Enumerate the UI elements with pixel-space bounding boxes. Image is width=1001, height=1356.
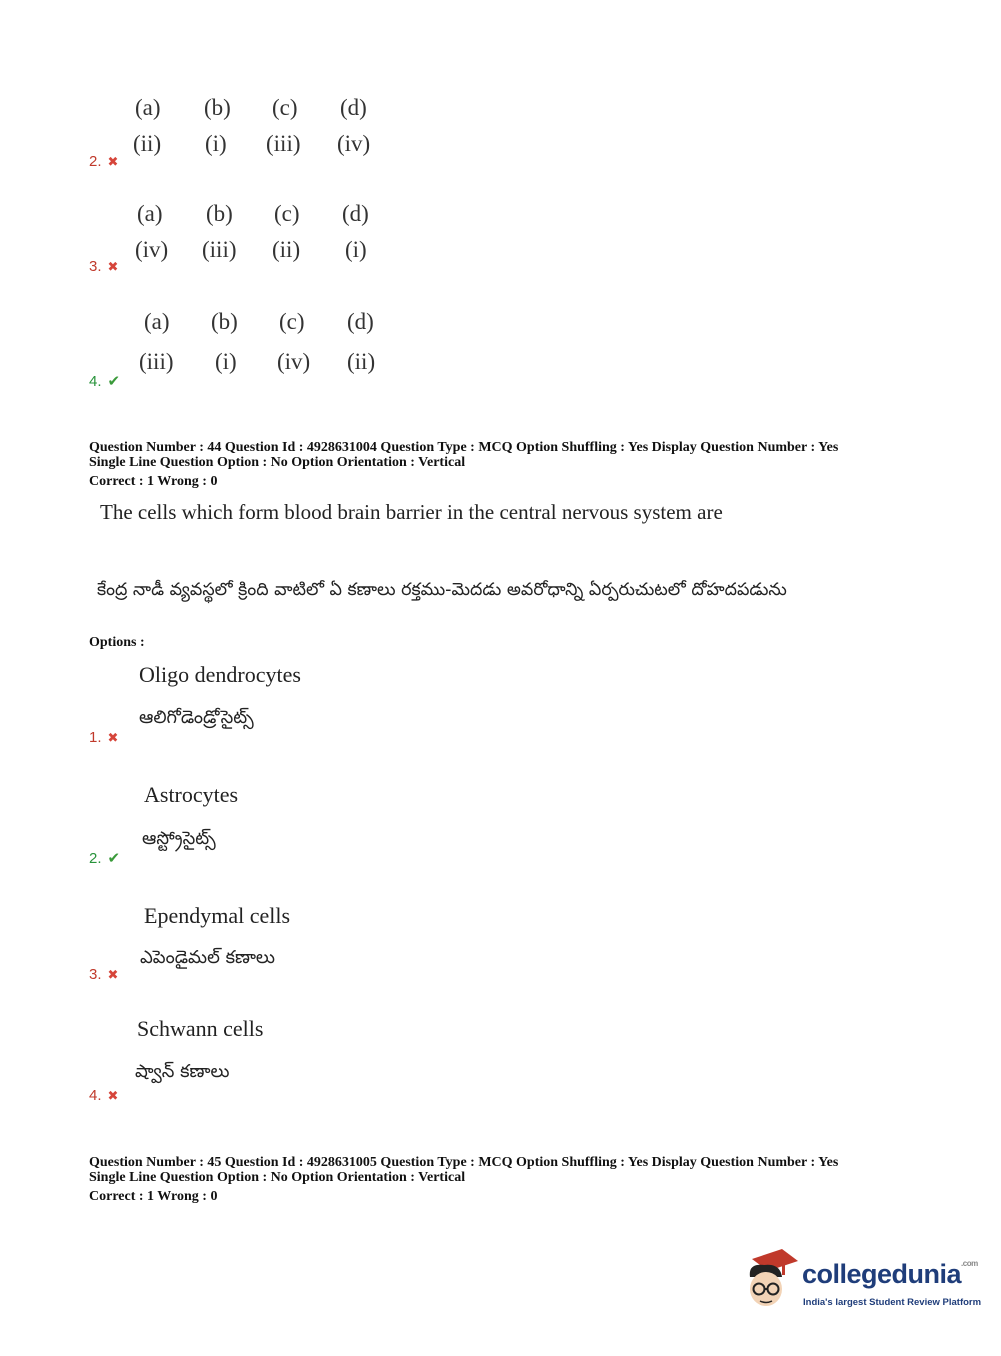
grid-cell: (iii) [139, 349, 174, 374]
mascot-icon [740, 1247, 800, 1317]
question-text-english: The cells which form blood brain barrier in the central nervous system are [100, 500, 723, 524]
option-number [89, 1087, 118, 1104]
grid-cell: (iv) [277, 349, 311, 374]
grid-cell: (b) [204, 95, 231, 120]
grid-cell: (c) [272, 95, 298, 120]
grid-cell: (i) [205, 131, 227, 156]
question-meta-line: Single Line Question Option : No Option Orientation : Vertical [89, 455, 466, 470]
option-number-label: 4. [89, 373, 102, 390]
grid-cell: (a) [137, 201, 163, 226]
grid-cell: (i) [345, 237, 367, 262]
option-text-english: Oligo dendrocytes [139, 662, 301, 687]
grid-cell: (d) [342, 201, 369, 226]
question-meta-line: Single Line Question Option : No Option Orientation : Vertical [89, 1170, 466, 1185]
grid-cell: (a) [135, 95, 161, 120]
cross-icon: ✖ [107, 730, 119, 745]
grid-cell: (iii) [202, 237, 237, 262]
grid-cell: (i) [215, 349, 237, 374]
grid-cell: (iv) [135, 237, 169, 262]
grid-cell: (a) [144, 309, 170, 334]
option-text-telugu: ష్వాన్ కణాలు [135, 1061, 230, 1082]
option-number-label: 1. [89, 729, 102, 746]
option-number-label: 3. [89, 258, 102, 275]
grid-cell: (b) [211, 309, 238, 334]
grid-cell: (ii) [347, 349, 376, 374]
option-number [89, 153, 118, 170]
option-text-telugu: ఆస్ట్రోసైట్స్ [142, 828, 216, 849]
grid-cell: (d) [347, 309, 374, 334]
option-number [89, 966, 118, 983]
cross-icon: ✖ [107, 259, 119, 274]
grid-cell: (c) [279, 309, 305, 334]
option-number [89, 372, 120, 390]
grid-cell: (ii) [272, 237, 301, 262]
grid-cell: (iv) [337, 131, 371, 156]
collegedunia-logo [740, 1245, 980, 1320]
grid-cell: (ii) [133, 131, 162, 156]
grid-cell: (d) [340, 95, 367, 120]
question-meta-line: Question Number : 45 Question Id : 4928631005 Question Type : MCQ Option Shuffling : Yes Display Question Number : Yes [89, 1155, 839, 1170]
option-number [89, 258, 118, 275]
question-marks: Correct : 1 Wrong : 0 [89, 1189, 218, 1204]
option-number [89, 729, 118, 746]
cross-icon: ✖ [107, 154, 119, 169]
option-text-english: Ependymal cells [144, 903, 291, 928]
option-number-label: 2. [89, 850, 102, 867]
cross-icon: ✖ [107, 967, 119, 982]
option-text-english: Schwann cells [137, 1016, 264, 1041]
check-icon: ✔ [107, 373, 121, 390]
brand-name [802, 1259, 978, 1290]
question-meta-line: Question Number : 44 Question Id : 4928631004 Question Type : MCQ Option Shuffling : Yes Display Question Number : Yes [89, 440, 839, 455]
question-marks: Correct : 1 Wrong : 0 [89, 474, 218, 489]
cross-icon: ✖ [107, 1088, 119, 1103]
brand-name-text: collegedunia [802, 1259, 962, 1289]
grid-cell: (c) [274, 201, 300, 226]
options-label: Options : [89, 635, 145, 650]
option-text-english: Astrocytes [144, 782, 239, 807]
option-text-telugu: ఆలిగోడెండ్రోసైట్స్ [139, 707, 254, 728]
question-text-telugu: కేంద్ర నాడీ వ్యవస్థలో క్రింది వాటిలో ఏ కణాలు రక్తము-మెదడు అవరోధాన్ని ఏర్పరుచుటలో దోహదపడును [97, 580, 787, 600]
brand-suffix: .com [961, 1259, 978, 1268]
check-icon: ✔ [107, 850, 121, 867]
option-text-telugu: ఎపెండైమల్ కణాలు [140, 947, 275, 968]
option-number-label: 4. [89, 1087, 102, 1104]
option-number-label: 3. [89, 966, 102, 983]
grid-cell: (iii) [266, 131, 301, 156]
option-number-label: 2. [89, 153, 102, 170]
grid-cell: (b) [206, 201, 233, 226]
option-number [89, 849, 120, 867]
brand-tagline: India's largest Student Review Platform [803, 1297, 982, 1308]
